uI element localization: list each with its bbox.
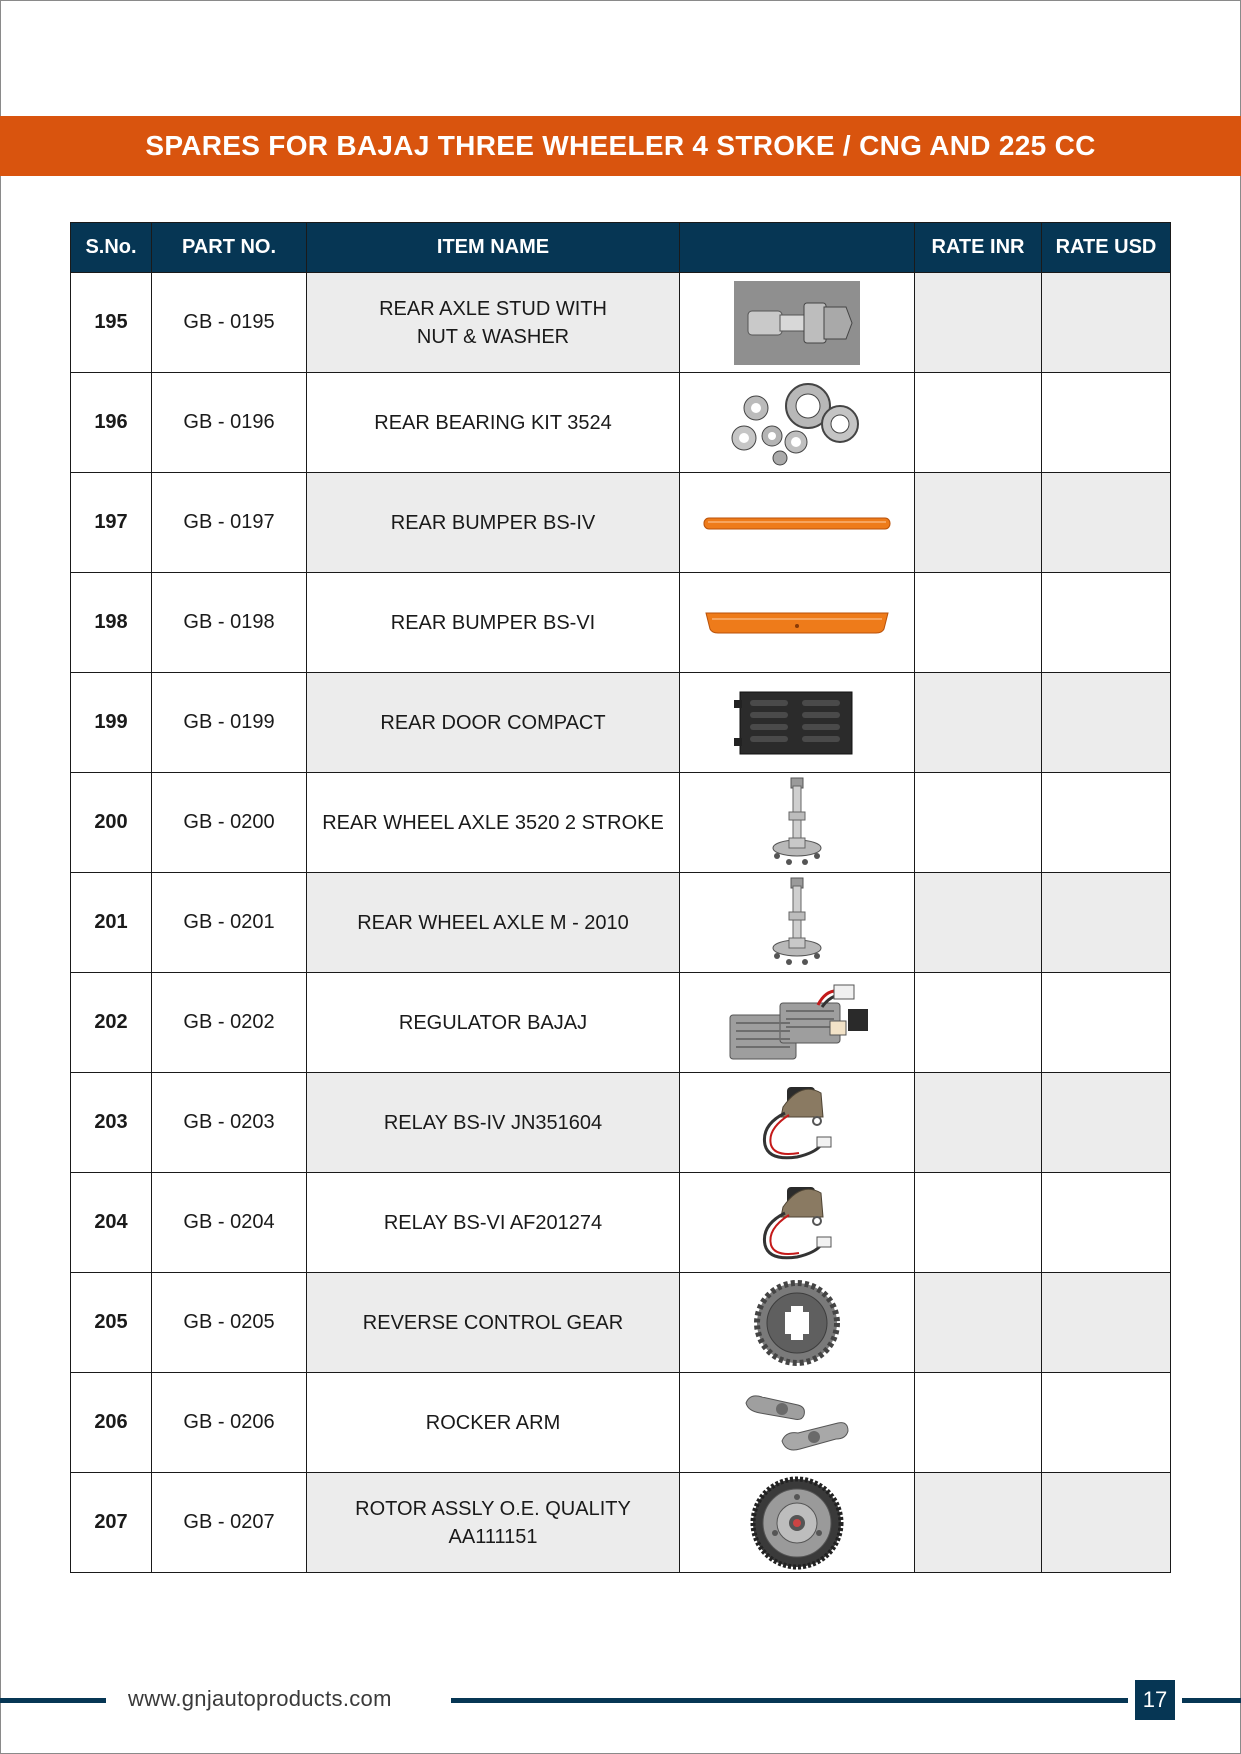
bumper-bs6-icon [684, 609, 910, 637]
part-no-cell: GB - 0196 [152, 373, 307, 473]
table-row [71, 973, 1171, 1073]
rate-inr-cell [915, 773, 1042, 873]
table-row [71, 873, 1171, 973]
website-link[interactable]: www.gnjautoproducts.com [128, 1686, 392, 1711]
part-no-cell: GB - 0205 [152, 1273, 307, 1373]
table-row [71, 1473, 1171, 1573]
footer-line-right [1182, 1698, 1241, 1703]
rocker-arm-icon [684, 1383, 910, 1463]
item-name-line: AA111151 [448, 1525, 538, 1548]
rate-usd-cell [1042, 773, 1171, 873]
rate-inr-cell [915, 1273, 1042, 1373]
table-row [71, 473, 1171, 573]
table-body [71, 273, 1171, 1573]
item-name-line: REAR WHEEL AXLE M - 2010 [357, 911, 629, 934]
image-cell [680, 273, 915, 373]
item-name-cell [307, 973, 680, 1073]
table-row [71, 573, 1171, 673]
rate-usd-cell [1042, 473, 1171, 573]
rate-inr-cell [915, 1473, 1042, 1573]
item-name-cell [307, 1273, 680, 1373]
parts-table [70, 222, 1171, 1573]
sno-cell: 201 [71, 873, 152, 973]
sno-cell: 199 [71, 673, 152, 773]
sno-cell: 197 [71, 473, 152, 573]
bumper-bs4-icon [684, 513, 910, 533]
item-name-cell [307, 1373, 680, 1473]
header-image [680, 223, 915, 273]
item-name-line: REAR DOOR COMPACT [380, 711, 606, 734]
item-name-cell [307, 373, 680, 473]
item-name-line: ROCKER ARM [425, 1411, 561, 1434]
header-item-name: ITEM NAME [307, 223, 680, 273]
header-sno: S.No. [71, 223, 152, 273]
relay-icon [684, 1079, 910, 1167]
rate-inr-cell [915, 473, 1042, 573]
image-cell [680, 473, 915, 573]
part-no-cell: GB - 0197 [152, 473, 307, 573]
item-name-cell [307, 1473, 680, 1573]
item-name-line: REAR WHEEL AXLE 3520 2 STROKE [322, 811, 664, 834]
item-name-cell [307, 273, 680, 373]
rate-usd-cell [1042, 573, 1171, 673]
part-no-cell: GB - 0201 [152, 873, 307, 973]
rate-usd-cell [1042, 1373, 1171, 1473]
item-name-cell [307, 773, 680, 873]
part-no-cell: GB - 0200 [152, 773, 307, 873]
sno-cell: 203 [71, 1073, 152, 1173]
sno-cell: 195 [71, 273, 152, 373]
rate-usd-cell [1042, 1473, 1171, 1573]
sno-cell: 206 [71, 1373, 152, 1473]
image-cell [680, 1373, 915, 1473]
sno-cell: 205 [71, 1273, 152, 1373]
item-name-cell [307, 573, 680, 673]
part-no-cell: GB - 0203 [152, 1073, 307, 1173]
sno-cell: 198 [71, 573, 152, 673]
table-row [71, 773, 1171, 873]
image-cell [680, 1273, 915, 1373]
item-name-cell [307, 1173, 680, 1273]
table-row [71, 673, 1171, 773]
wheel-axle-icon [684, 876, 910, 970]
rate-inr-cell [915, 1073, 1042, 1173]
item-name-cell [307, 1073, 680, 1173]
image-cell [680, 573, 915, 673]
image-cell [680, 1473, 915, 1573]
sno-cell: 196 [71, 373, 152, 473]
bearing-kit-icon [684, 380, 910, 466]
relay-icon [684, 1179, 910, 1267]
item-name-line: ROTOR ASSLY O.E. QUALITY [355, 1497, 631, 1520]
image-cell [680, 1173, 915, 1273]
footer-line-middle [451, 1698, 1128, 1703]
sno-cell: 207 [71, 1473, 152, 1573]
rate-inr-cell [915, 1373, 1042, 1473]
table-row [71, 1173, 1171, 1273]
image-cell [680, 873, 915, 973]
rotor-icon [684, 1475, 910, 1571]
rate-usd-cell [1042, 673, 1171, 773]
item-name-line: REVERSE CONTROL GEAR [362, 1311, 624, 1334]
rate-inr-cell [915, 973, 1042, 1073]
item-name-line: REAR BEARING KIT 3524 [374, 411, 612, 434]
regulator-icon [684, 981, 910, 1065]
image-cell [680, 1073, 915, 1173]
part-no-cell: GB - 0202 [152, 973, 307, 1073]
rate-inr-cell [915, 873, 1042, 973]
rate-usd-cell [1042, 373, 1171, 473]
rate-usd-cell [1042, 873, 1171, 973]
table-row [71, 373, 1171, 473]
page-number: 17 [1135, 1680, 1175, 1720]
item-name-line: RELAY BS-IV JN351604 [383, 1111, 603, 1134]
header-rate-inr: RATE INR [915, 223, 1042, 273]
table-row [71, 1273, 1171, 1373]
title-banner [0, 116, 1241, 176]
rate-inr-cell [915, 673, 1042, 773]
item-name-line: REAR BUMPER BS-VI [390, 611, 596, 634]
table-row [71, 273, 1171, 373]
item-name-line: REAR AXLE STUD WITH [379, 297, 607, 320]
gear-icon [684, 1278, 910, 1368]
table-header-row [71, 223, 1171, 273]
sno-cell: 202 [71, 973, 152, 1073]
footer-line-left [0, 1698, 106, 1703]
part-no-cell: GB - 0204 [152, 1173, 307, 1273]
item-name-line: REAR BUMPER BS-IV [390, 511, 596, 534]
item-name-line: REGULATOR BAJAJ [398, 1011, 588, 1034]
rate-usd-cell [1042, 1173, 1171, 1273]
item-name-line: NUT & WASHER [416, 325, 570, 348]
page-title: SPARES FOR BAJAJ THREE WHEELER 4 STROKE / CNG AND 225 CC [145, 130, 1096, 161]
rate-usd-cell [1042, 973, 1171, 1073]
header-part-no: PART NO. [152, 223, 307, 273]
item-name-cell [307, 473, 680, 573]
sno-cell: 204 [71, 1173, 152, 1273]
table-row [71, 1373, 1171, 1473]
rear-door-icon [684, 688, 910, 758]
item-name-line: RELAY BS-VI AF201274 [383, 1211, 603, 1234]
part-no-cell: GB - 0206 [152, 1373, 307, 1473]
wheel-axle-icon [684, 776, 910, 870]
table-row [71, 1073, 1171, 1173]
part-no-cell: GB - 0198 [152, 573, 307, 673]
image-cell [680, 373, 915, 473]
sno-cell: 200 [71, 773, 152, 873]
header-rate-usd: RATE USD [1042, 223, 1171, 273]
rate-usd-cell [1042, 1273, 1171, 1373]
rate-inr-cell [915, 1173, 1042, 1273]
rate-usd-cell [1042, 273, 1171, 373]
image-cell [680, 773, 915, 873]
image-cell [680, 973, 915, 1073]
rate-inr-cell [915, 373, 1042, 473]
part-no-cell: GB - 0195 [152, 273, 307, 373]
item-name-cell [307, 873, 680, 973]
part-no-cell: GB - 0207 [152, 1473, 307, 1573]
rate-usd-cell [1042, 1073, 1171, 1173]
rate-inr-cell [915, 273, 1042, 373]
image-cell [680, 673, 915, 773]
part-no-cell: GB - 0199 [152, 673, 307, 773]
axle-stud-icon [684, 281, 910, 365]
item-name-cell [307, 673, 680, 773]
rate-inr-cell [915, 573, 1042, 673]
footer [0, 1680, 1241, 1720]
